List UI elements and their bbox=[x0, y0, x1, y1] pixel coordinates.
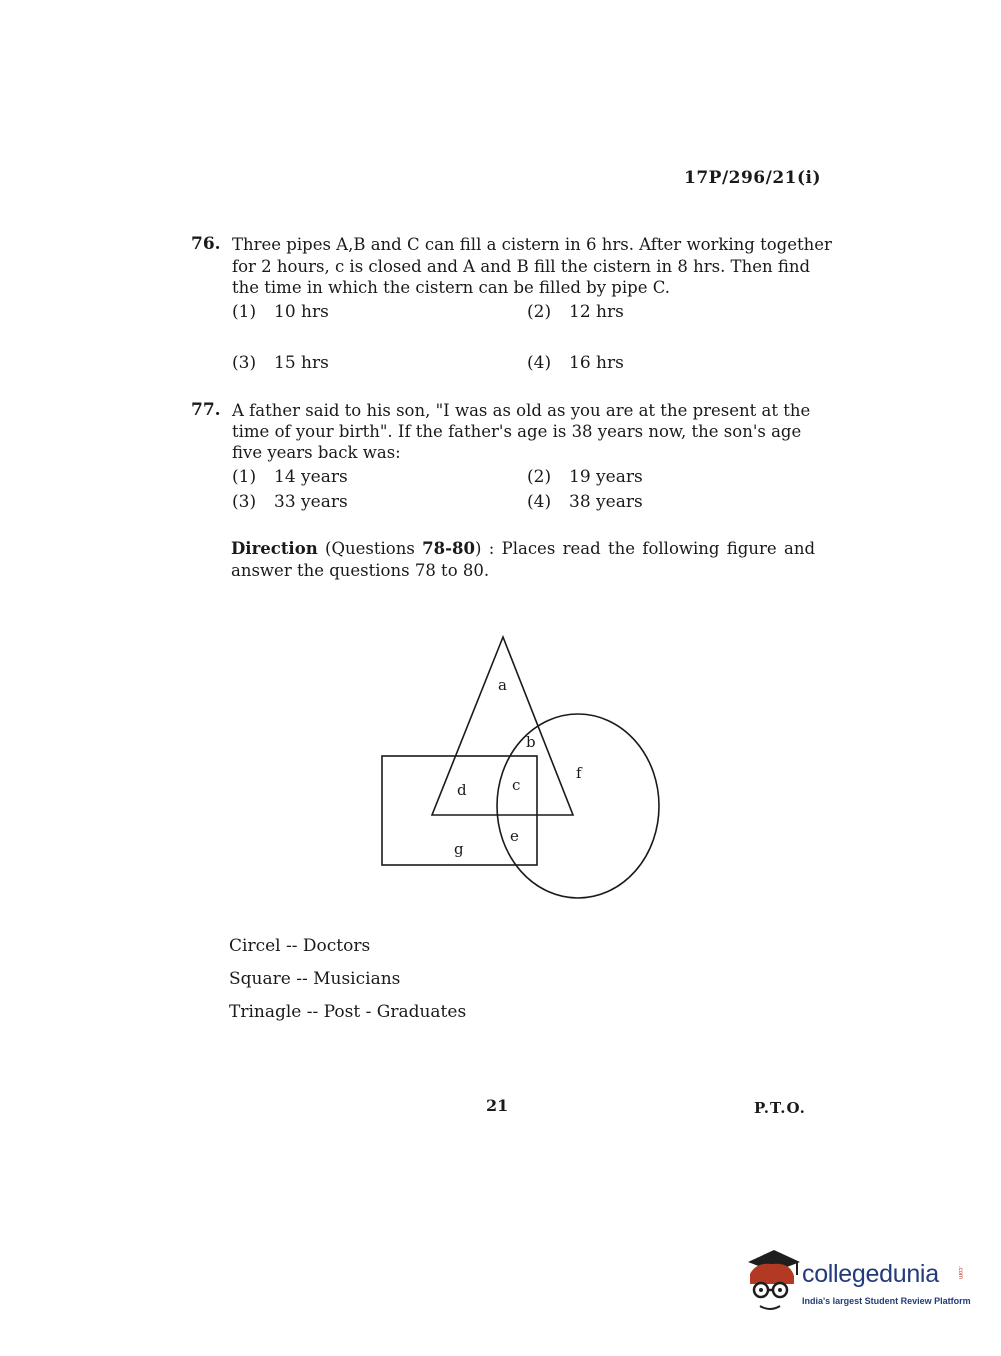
q77-option-2: (2) 19 years bbox=[527, 467, 643, 487]
q76-option-4: (4) 16 hrs bbox=[527, 353, 624, 373]
region-label-a: a bbox=[498, 676, 507, 694]
question-76-line-3: the time in which the cistern can be filled by pipe C. bbox=[232, 278, 670, 297]
direction-range: 78-80 bbox=[422, 539, 475, 558]
region-label-b: b bbox=[526, 733, 536, 751]
q77-option-1: (1) 14 years bbox=[232, 467, 348, 487]
legend-circle: Circel -- Doctors bbox=[229, 936, 371, 956]
legend-triangle: Trinagle -- Post - Graduates bbox=[229, 1002, 467, 1022]
q76-option-1: (1) 10 hrs bbox=[232, 302, 329, 322]
direction-text: Direction (Questions 78-80) : Places read the following figure and answer the questions 78 to 80. bbox=[231, 539, 816, 580]
logo-tagline: India's largest Student Review Platform bbox=[802, 1296, 971, 1306]
q76-option-3: (3) 15 hrs bbox=[232, 353, 329, 373]
question-77-line-2: time of your birth". If the father's age is 38 years now, the son's age bbox=[232, 422, 802, 441]
region-label-f: f bbox=[576, 764, 582, 782]
question-76-line-1: Three pipes A,B and C can fill a cistern in 6 hrs. After working together bbox=[232, 235, 832, 254]
q76-option-2: (2) 12 hrs bbox=[527, 302, 624, 322]
logo-com: .com bbox=[957, 1266, 963, 1280]
region-label-g: g bbox=[454, 840, 464, 858]
pto-marker: P.T.O. bbox=[754, 1099, 806, 1117]
question-77-number: 77. bbox=[191, 400, 221, 420]
mascot-icon bbox=[742, 1248, 802, 1318]
collegedunia-watermark bbox=[742, 1248, 972, 1318]
q77-option-4: (4) 38 years bbox=[527, 492, 643, 512]
question-76-number: 76. bbox=[191, 234, 221, 254]
triangle-post-graduates bbox=[432, 637, 573, 815]
direction-label: Direction bbox=[231, 539, 318, 558]
logo-wordmark: collegedunia bbox=[802, 1260, 939, 1288]
region-label-e: e bbox=[510, 827, 519, 845]
page-number: 21 bbox=[486, 1096, 509, 1115]
region-label-c: c bbox=[512, 776, 521, 794]
question-77-line-1: A father said to his son, "I was as old as you are at the present at the bbox=[232, 401, 811, 420]
circle-doctors bbox=[497, 714, 659, 898]
question-76-line-2: for 2 hours, c is closed and A and B fill the cistern in 8 hrs. Then find bbox=[232, 257, 811, 276]
legend-square: Square -- Musicians bbox=[229, 969, 401, 989]
q77-option-3: (3) 33 years bbox=[232, 492, 348, 512]
region-label-d: d bbox=[457, 781, 467, 799]
question-77-line-3: five years back was: bbox=[232, 443, 401, 462]
paper-code: 17P/296/21(i) bbox=[684, 168, 822, 188]
